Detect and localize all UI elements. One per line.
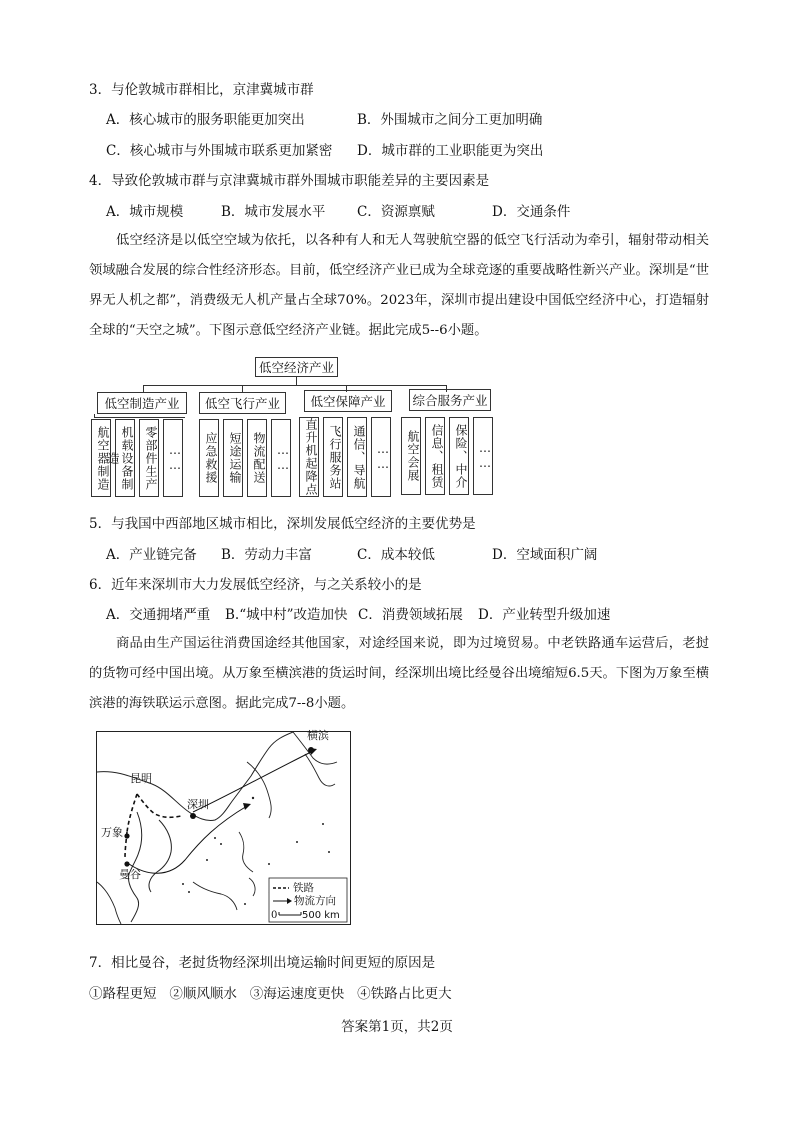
city-yokohama: 横滨 [307, 729, 329, 742]
city-shenzhen: 深圳 [187, 798, 209, 811]
item-ellipsis: …… [163, 419, 183, 497]
item-flight-service-station: 飞行服务站 [323, 417, 343, 497]
item-ellipsis: …… [371, 417, 391, 497]
legend-rail: 铁路 [293, 882, 314, 894]
item-aviation-exhibition: 航空会展 [401, 417, 421, 495]
q3-option-b: B．外围城市之间分工更加明确 [357, 112, 543, 128]
passage-transit-trade: 商品由生产国运往消费国途经其他国家，对途经国来说，即为过境贸易。中老铁路通车运营后，老挝的货物可经中国出境。从万象至横滨港的货运时间，经深圳出境比经曼谷出境缩短6.5天。下图为万象至横滨港的海铁联运示意图。据此完成7--8小题。 [89, 636, 709, 711]
industry-chain-diagram [93, 357, 496, 502]
q4-stem: 4．导致伦敦城市群与京津冀城市群外围城市职能差异的主要因素是 [89, 173, 490, 189]
item-insurance-intermediary: 保险、中介 [449, 417, 469, 495]
q4-option-c: C．资源禀赋 [357, 204, 435, 220]
item-parts-production: 零部件生产 [139, 419, 159, 497]
q7-options: ①路程更短 ②顺风顺水 ③海运速度更快 ④铁路占比更大 [89, 986, 452, 1002]
legend-scale-zero: 0 [271, 910, 278, 921]
q6-option-b: B.“城中村”改造加快 [225, 607, 348, 623]
q6-option-c: C．消费领域拓展 [358, 607, 463, 623]
q5-option-d: D．空域面积广阔 [492, 547, 598, 563]
item-information-leasing: 信息、租赁 [425, 417, 445, 495]
q3-option-c: C．核心城市与外围城市联系更加紧密 [106, 143, 333, 159]
diagram-root: 低空经济产业 [255, 357, 338, 377]
item-emergency-rescue: 应急救援 [199, 419, 219, 497]
item-helipad: 直升机起降点 [299, 417, 319, 497]
q5-option-a: A．产业链完备 [106, 547, 197, 563]
q3-option-d: D．城市群的工业职能更为突出 [357, 143, 544, 159]
city-bangkok: 曼谷 [119, 868, 141, 881]
item-onboard-equipment: 机载设备制造 [115, 419, 135, 497]
group-flight: 低空飞行产业 [199, 392, 286, 414]
q6-option-d: D．产业转型升级加速 [478, 607, 611, 623]
q7-stem: 7．相比曼谷，老挝货物经深圳出境运输时间更短的原因是 [89, 955, 436, 971]
page-footer: 答案第1页，共2页 [341, 1019, 453, 1035]
legend-scale-value: 500 km [302, 910, 340, 921]
city-kunming: 昆明 [130, 772, 152, 785]
legend-flow: 物流方向 [294, 895, 336, 907]
q6-option-a: A．交通拥堵严重 [106, 607, 211, 623]
item-ellipsis: …… [271, 419, 291, 497]
group-support: 低空保障产业 [304, 390, 392, 412]
item-communication-navigation: 通信、导航 [347, 417, 367, 497]
q5-stem: 5．与我国中西部地区城市相比，深圳发展低空经济的主要优势是 [89, 516, 476, 532]
q3-option-a: A．核心城市的服务职能更加突出 [106, 112, 305, 128]
item-aircraft-manufacturing: 航空器制造 [91, 419, 111, 497]
group-integrated-services: 综合服务产业 [409, 389, 491, 411]
q6-stem: 6．近年来深圳市大力发展低空经济，与之关系较小的是 [89, 577, 422, 593]
sea-rail-map [96, 731, 351, 925]
q4-option-a: A．城市规模 [106, 204, 184, 220]
item-short-transport: 短途运输 [223, 419, 243, 497]
passage-low-altitude-economy: 低空经济是以低空空域为依托，以各种有人和无人驾驶航空器的低空飞行活动为牵引，辐射带动相关领域融合发展的综合性经济形态。目前，低空经济产业已成为全球竞逐的重要战略性新兴产业。深圳是“世界无人机之都”，消费级无人机产量占全球70%。2023年，深圳市提出建设中国低空经济中心，打造辐射全球的“天空之城”。下图示意低空经济产业链。据此完成5--6小题。 [89, 233, 709, 338]
q5-option-b: B．劳动力丰富 [221, 547, 312, 563]
item-logistics-delivery: 物流配送 [247, 419, 267, 497]
q4-option-b: B．城市发展水平 [221, 204, 326, 220]
q3-stem: 3．与伦敦城市群相比，京津冀城市群 [89, 82, 314, 98]
q4-option-d: D．交通条件 [492, 204, 571, 220]
item-ellipsis: …… [473, 417, 493, 495]
q5-option-c: C．成本较低 [357, 547, 435, 563]
city-vientiane: 万象 [101, 826, 123, 839]
group-manufacturing: 低空制造产业 [97, 392, 187, 414]
